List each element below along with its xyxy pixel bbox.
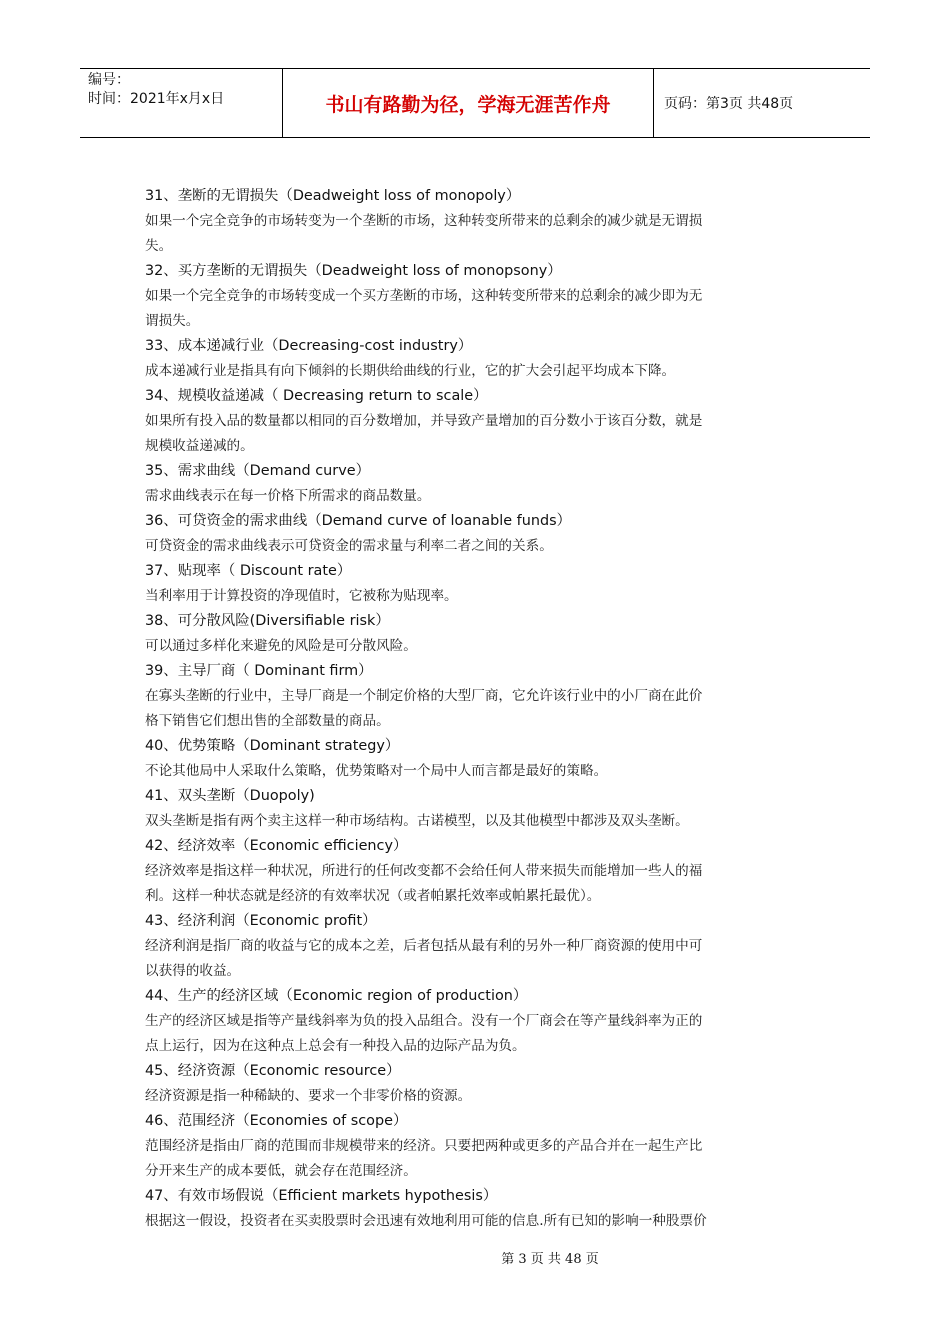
header-meta (80, 69, 282, 137)
glossary-definition-line: 可贷资金的需求曲线表示可贷资金的需求量与利率二者之间的关系。 (145, 538, 553, 554)
glossary-term-heading: 33、成本递减行业（Decreasing-cost industry） (145, 338, 473, 354)
document-number-label: 编号： (88, 72, 130, 88)
header-page-info: 页码：第3页 共48页 (664, 96, 794, 112)
glossary-definition-line: 点上运行，因为在这种点上总会有一种投入品的边际产品为负。 (145, 1038, 526, 1054)
glossary-definition-line: 经济效率是指这样一种状况，所进行的任何改变都不会给任何人带来损失而能增加一些人的福 (145, 863, 703, 879)
glossary-definition-line: 失。 (145, 238, 173, 254)
glossary-term-heading: 35、需求曲线（Demand curve） (145, 463, 370, 479)
glossary-term-heading: 45、经济资源（Economic resource） (145, 1063, 401, 1079)
glossary-definition-line: 双头垄断是指有两个卖主这样一种市场结构。古诺模型，以及其他模型中都涉及双头垄断。 (145, 813, 689, 829)
glossary-term-heading: 44、生产的经济区域（Economic region of production） (145, 988, 528, 1004)
glossary-term-heading: 34、规模收益递减（ Decreasing return to scale） (145, 388, 488, 404)
document-date: 时间：2021年x月x日 (88, 91, 225, 107)
glossary-term-heading: 31、垄断的无谓损失（Deadweight loss of monopoly） (145, 188, 521, 204)
glossary-term-heading: 37、贴现率（ Discount rate） (145, 563, 352, 579)
page-header (80, 68, 870, 138)
glossary-definition-line: 不论其他局中人采取什么策略，优势策略对一个局中人而言都是最好的策略。 (145, 763, 608, 779)
glossary-definition-line: 如果所有投入品的数量都以相同的百分数增加，并导致产量增加的百分数小于该百分数，就是 (145, 413, 703, 429)
glossary-term-heading: 32、买方垄断的无谓损失（Deadweight loss of monopsony） (145, 263, 562, 279)
glossary-definition-line: 成本递减行业是指具有向下倾斜的长期供给曲线的行业，它的扩大会引起平均成本下降。 (145, 363, 676, 379)
glossary-definition-line: 分开来生产的成本要低，就会存在范围经济。 (145, 1163, 417, 1179)
glossary-term-heading: 42、经济效率（Economic efficiency） (145, 838, 408, 854)
glossary-definition-line: 生产的经济区域是指等产量线斜率为负的投入品组合。没有一个厂商会在等产量线斜率为正的 (145, 1013, 703, 1029)
glossary-definition-line: 经济资源是指一种稀缺的、要求一个非零价格的资源。 (145, 1088, 472, 1104)
glossary-definition-line: 谓损失。 (145, 313, 200, 329)
glossary-body (145, 184, 805, 1234)
glossary-term-heading: 47、有效市场假说（Efficient markets hypothesis） (145, 1188, 498, 1204)
glossary-definition-line: 经济利润是指厂商的收益与它的成本之差，后者包括从最有利的另外一种厂商资源的使用中可 (145, 938, 703, 954)
glossary-definition-line: 根据这一假设，投资者在买卖股票时会迅速有效地利用可能的信息.所有已知的影响一种股票价 (145, 1213, 707, 1229)
glossary-definition-line: 可以通过多样化来避免的风险是可分散风险。 (145, 638, 417, 654)
glossary-term-heading: 38、可分散风险(Diversifiable risk） (145, 613, 390, 629)
glossary-definition-line: 范围经济是指由厂商的范围而非规模带来的经济。只要把两种或更多的产品合并在一起生产比 (145, 1138, 703, 1154)
glossary-term-heading: 36、可贷资金的需求曲线（Demand curve of loanable funds） (145, 513, 572, 529)
glossary-term-heading: 39、主导厂商（ Dominant firm） (145, 663, 373, 679)
header-motto: 书山有路勤为径，学海无涯苦作舟 (282, 69, 654, 137)
glossary-definition-line: 如果一个完全竞争的市场转变成一个买方垄断的市场，这种转变所带来的总剩余的减少即为无 (145, 288, 703, 304)
footer-page-number: 第 3 页 共 48 页 (501, 1252, 599, 1267)
glossary-definition-line: 格下销售它们想出售的全部数量的商品。 (145, 713, 390, 729)
glossary-term-heading: 43、经济利润（Economic profit） (145, 913, 377, 929)
glossary-term-heading: 40、优势策略（Dominant strategy） (145, 738, 400, 754)
glossary-definition-line: 在寡头垄断的行业中，主导厂商是一个制定价格的大型厂商，它允许该行业中的小厂商在此价 (145, 688, 703, 704)
glossary-definition-line: 利。这样一种状态就是经济的有效率状况（或者帕累托效率或帕累托最优）。 (145, 888, 601, 904)
glossary-definition-line: 当利率用于计算投资的净现值时，它被称为贴现率。 (145, 588, 458, 604)
glossary-term-heading: 41、双头垄断（Duopoly) (145, 788, 315, 804)
glossary-definition-line: 以获得的收益。 (145, 963, 241, 979)
glossary-term-heading: 46、范围经济（Economies of scope） (145, 1113, 408, 1129)
glossary-definition-line: 规模收益递减的。 (145, 438, 254, 454)
page-footer (0, 1248, 950, 1267)
glossary-definition-line: 需求曲线表示在每一价格下所需求的商品数量。 (145, 488, 431, 504)
glossary-definition-line: 如果一个完全竞争的市场转变为一个垄断的市场，这种转变所带来的总剩余的减少就是无谓损 (145, 213, 703, 229)
